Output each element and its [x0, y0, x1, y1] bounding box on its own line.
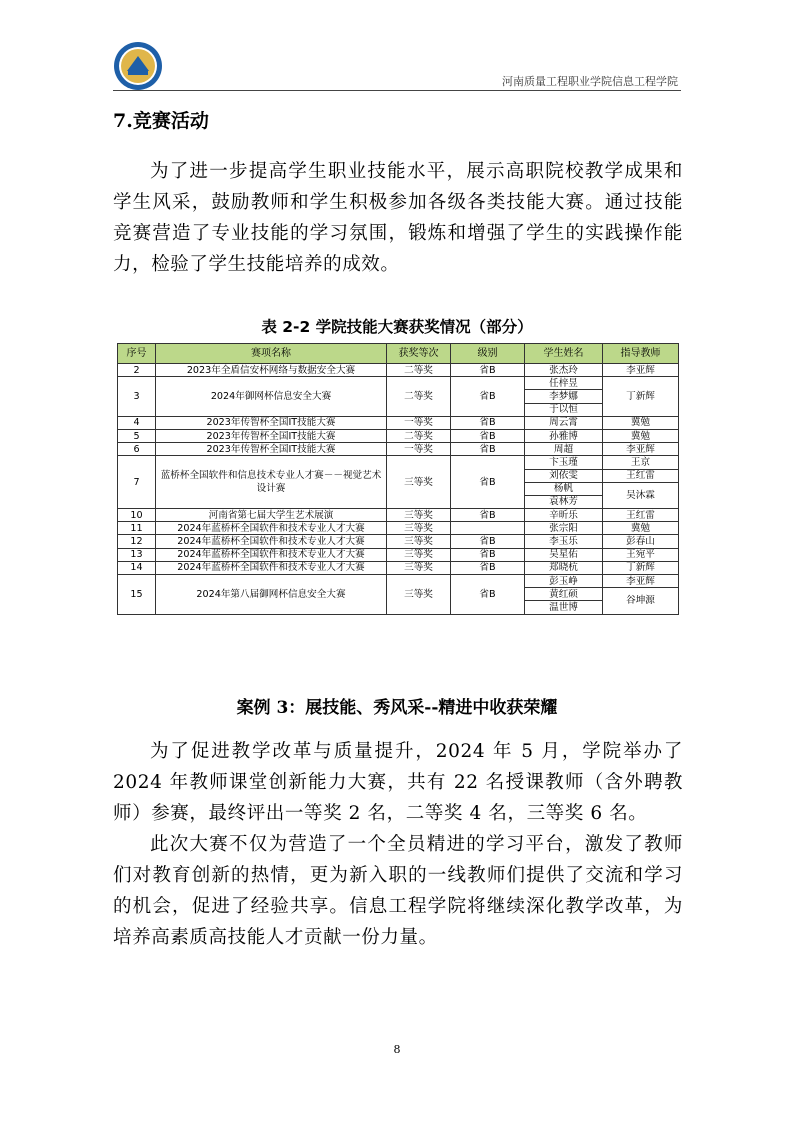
table-cell: 2024年蓝桥杯全国软件和技术专业人才大赛: [156, 535, 387, 548]
table-cell: 一等奖: [387, 443, 451, 456]
table-row: [118, 522, 679, 535]
table-cell: 冀勉: [603, 429, 679, 442]
column-header: 赛项名称: [156, 344, 387, 364]
table-cell: 王京: [603, 456, 679, 469]
table-cell: 省B: [451, 509, 525, 522]
table-row: [118, 429, 679, 442]
column-header: 指导教师: [603, 344, 679, 364]
table-cell: 李玉乐: [525, 535, 603, 548]
table-row: [118, 364, 679, 377]
table-row: [118, 456, 679, 469]
table-cell: 省B: [451, 535, 525, 548]
table-cell: 2023年全盾信安杯网络与数据安全大赛: [156, 364, 387, 377]
table-cell: 三等奖: [387, 535, 451, 548]
table-cell: 刘依雯: [525, 469, 603, 482]
table-row: [118, 561, 679, 574]
table-cell: 温世博: [525, 601, 603, 614]
table-cell: 丁新辉: [603, 377, 679, 417]
college-logo: [113, 41, 163, 91]
table-cell: 三等奖: [387, 575, 451, 615]
table-cell: 冀勉: [603, 416, 679, 429]
table-cell: 10: [118, 509, 156, 522]
table-cell: 省B: [451, 575, 525, 615]
table-cell: 15: [118, 575, 156, 615]
table-row: [118, 377, 679, 390]
table-cell: 6: [118, 443, 156, 456]
table-cell: 李亚辉: [603, 364, 679, 377]
table-cell: 省B: [451, 377, 525, 417]
table-cell: 吴沐霖: [603, 482, 679, 508]
table-cell: 李亚辉: [603, 443, 679, 456]
table-cell: 2024年蓝桥杯全国软件和技术专业人才大赛: [156, 522, 387, 535]
table-cell: 杨帆: [525, 482, 603, 495]
table-cell: 彭玉峥: [525, 575, 603, 588]
table-cell: 卞玉瑾: [525, 456, 603, 469]
table-cell: 二等奖: [387, 377, 451, 417]
table-cell: 省B: [451, 561, 525, 574]
section-paragraph: 为了进一步提高学生职业技能水平，展示高职院校教学成果和学生风采，鼓励教师和学生积极参加各级各类技能大赛。通过技能竞赛营造了专业技能的学习氛围，锻炼和增强了学生的实践操作能力，检验了学生技能培养的成效。: [113, 161, 683, 275]
table-cell: 王宛平: [603, 548, 679, 561]
table-cell: 7: [118, 456, 156, 509]
table-cell: 孙雅博: [525, 429, 603, 442]
table-cell: 于以恒: [525, 403, 603, 416]
column-header: 级别: [451, 344, 525, 364]
table-cell: 5: [118, 429, 156, 442]
table-cell: 2024年蓝桥杯全国软件和技术专业人才大赛: [156, 561, 387, 574]
case-title: 案例 3：展技能、秀风采--精进中收获荣耀: [236, 698, 558, 718]
section-title: 7.竞赛活动: [113, 110, 209, 132]
case-paragraph-2: 此次大赛不仅为营造了一个全员精进的学习平台，激发了教师们对教育创新的热情，更为新入职的一线教师们提供了交流和学习的机会，促进了经验共享。信息工程学院将继续深化教学改革，为培养高素质高技能人才贡献一份力量。: [113, 834, 683, 948]
table-cell: [451, 522, 525, 535]
table-cell: 2023年传智杯全国IT技能大赛: [156, 416, 387, 429]
table-header-row: [118, 344, 679, 364]
table-cell: 三等奖: [387, 509, 451, 522]
table-cell: 12: [118, 535, 156, 548]
table-cell: 周超: [525, 443, 603, 456]
table-cell: 谷坤源: [603, 588, 679, 614]
table-cell: 4: [118, 416, 156, 429]
awards-table: [117, 343, 679, 615]
table-cell: 王红雷: [603, 509, 679, 522]
table-cell: 丁新辉: [603, 561, 679, 574]
column-header: 获奖等次: [387, 344, 451, 364]
table-cell: 2023年传智杯全国IT技能大赛: [156, 429, 387, 442]
table-cell: 任梓昱: [525, 377, 603, 390]
table-cell: 二等奖: [387, 364, 451, 377]
table-cell: 2024年第八届御网杯信息安全大赛: [156, 575, 387, 615]
table-cell: 三等奖: [387, 522, 451, 535]
table-cell: 省B: [451, 429, 525, 442]
table-row: [118, 443, 679, 456]
table-cell: 张杰玲: [525, 364, 603, 377]
table-cell: 省B: [451, 443, 525, 456]
table-cell: 13: [118, 548, 156, 561]
table-row: [118, 416, 679, 429]
table-cell: 14: [118, 561, 156, 574]
table-row: [118, 548, 679, 561]
table-cell: 三等奖: [387, 548, 451, 561]
header-org-name: 河南质量工程职业学院信息工程学院: [502, 75, 678, 88]
table-cell: 三等奖: [387, 561, 451, 574]
table-cell: 蓝桥杯全国软件和信息技术专业人才赛－－视觉艺术设计赛: [156, 456, 387, 509]
table-cell: 二等奖: [387, 429, 451, 442]
table-cell: 吴星佑: [525, 548, 603, 561]
table-cell: 王红雷: [603, 469, 679, 482]
table-cell: 辛昕乐: [525, 509, 603, 522]
page-number: 8: [393, 1043, 401, 1056]
table-cell: 河南省第七届大学生艺术展演: [156, 509, 387, 522]
header-divider: [113, 90, 681, 91]
column-header: 序号: [118, 344, 156, 364]
table-cell: 2: [118, 364, 156, 377]
table-cell: 省B: [451, 548, 525, 561]
table-cell: 11: [118, 522, 156, 535]
table-cell: 李亚辉: [603, 575, 679, 588]
table-cell: 省B: [451, 416, 525, 429]
table-cell: 周云霄: [525, 416, 603, 429]
table-cell: 李梦娜: [525, 390, 603, 403]
case-paragraph-1: 为了促进教学改革与质量提升，2024 年 5 月，学院举办了 2024 年教师课堂创新能力大赛，共有 22 名授课教师（含外聘教师）参赛，最终评出一等奖 2 名，二等奖 4 名，三等奖 6 名。: [113, 741, 683, 824]
table-row: [118, 575, 679, 588]
table-row: [118, 509, 679, 522]
table-cell: 省B: [451, 456, 525, 509]
table-cell: 冀勉: [603, 522, 679, 535]
table-cell: 2024年御网杯信息安全大赛: [156, 377, 387, 417]
table-cell: 一等奖: [387, 416, 451, 429]
column-header: 学生姓名: [525, 344, 603, 364]
table-row: [118, 535, 679, 548]
table-cell: 2023年传智杯全国IT技能大赛: [156, 443, 387, 456]
table-caption: 表 2-2 学院技能大赛获奖情况（部分）: [261, 318, 533, 336]
table-cell: 省B: [451, 364, 525, 377]
table-cell: 2024年蓝桥杯全国软件和技术专业人才大赛: [156, 548, 387, 561]
table-cell: 彭春山: [603, 535, 679, 548]
table-body: [118, 364, 679, 615]
table-cell: 黄红硕: [525, 588, 603, 601]
table-cell: 三等奖: [387, 456, 451, 509]
table-cell: 张宗阳: [525, 522, 603, 535]
table-cell: 郑晓杭: [525, 561, 603, 574]
table-cell: 3: [118, 377, 156, 417]
table-cell: 袁林芳: [525, 495, 603, 508]
